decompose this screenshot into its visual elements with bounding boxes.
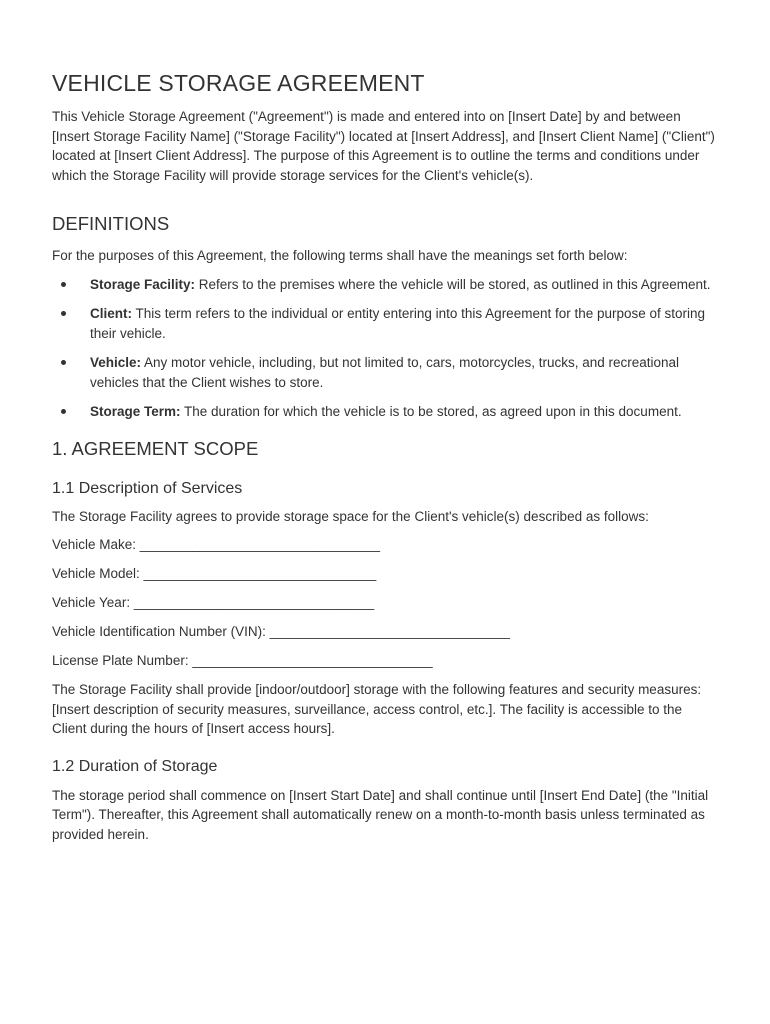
definition-term: Client: — [90, 306, 132, 321]
license-plate-field: License Plate Number: ________________________________ — [52, 653, 433, 668]
bullet-icon — [61, 409, 66, 414]
vehicle-year-field: Vehicle Year: ________________________________ — [52, 595, 375, 610]
definition-item — [52, 304, 718, 343]
document-title: VEHICLE STORAGE AGREEMENT — [52, 70, 425, 96]
subsection-1-1-heading: 1.1 Description of Services — [52, 479, 243, 497]
subsection-1-2-heading: 1.2 Duration of Storage — [52, 757, 218, 775]
definition-item — [52, 275, 718, 295]
definitions-list — [52, 275, 718, 422]
section-1-heading: 1. AGREEMENT SCOPE — [52, 437, 259, 459]
definition-item — [52, 402, 718, 422]
duration-paragraph: The storage period shall commence on [Insert Start Date] and shall continue until [Insert End Date] (the "Initial Term"). Thereafter, this Agreement shall automatically renew on a month-to-month basis unless terminated as provided herein. — [52, 787, 709, 842]
definition-text: This term refers to the individual or entity entering into this Agreement for the purpose of storing their vehicle. — [90, 306, 706, 341]
services-closing: The Storage Facility shall provide [indoor/outdoor] storage with the following features and security measures: [Insert description of security measures, surveillance, access control, etc.]. The facility is accessible to the Client during the hours of [Insert access hours]. — [52, 682, 702, 736]
bullet-icon — [61, 311, 66, 316]
definitions-heading: DEFINITIONS — [52, 213, 170, 234]
definition-term: Storage Term: — [90, 404, 181, 419]
definition-item — [52, 353, 718, 392]
definition-text: Any motor vehicle, including, but not limited to, cars, motorcycles, trucks, and recreational vehicles that the Client wishes to store. — [90, 355, 680, 390]
vin-field: Vehicle Identification Number (VIN): ________________________________ — [52, 624, 510, 639]
definition-term: Storage Facility: — [90, 276, 196, 292]
bullet-icon — [61, 282, 66, 287]
services-lead: The Storage Facility agrees to provide storage space for the Client's vehicle(s) described as follows: — [52, 508, 649, 524]
definition-text: Refers to the premises where the vehicle will be stored, as outlined in this Agreement. — [195, 276, 711, 292]
vehicle-model-field: Vehicle Model: _______________________________ — [52, 566, 377, 581]
definition-text: The duration for which the vehicle is to be stored, as agreed upon in this document. — [180, 404, 682, 419]
bullet-icon — [61, 360, 66, 365]
definition-term: Vehicle: — [90, 355, 142, 370]
definitions-lead: For the purposes of this Agreement, the following terms shall have the meanings set forth below: — [52, 248, 628, 263]
vehicle-make-field: Vehicle Make: ________________________________ — [52, 537, 381, 552]
intro-paragraph: This Vehicle Storage Agreement ("Agreement") is made and entered into on [Insert Date] by and between [Insert Storage Facility Name] ("Storage Facility") located at [Insert Address], and [Insert Client Name] ("Client") located at [Insert Client Address]. The purpose of this Agreement is to outline the terms and conditions under which the Storage Facility will provide storage services for the Client's vehicle(s). — [52, 109, 715, 183]
